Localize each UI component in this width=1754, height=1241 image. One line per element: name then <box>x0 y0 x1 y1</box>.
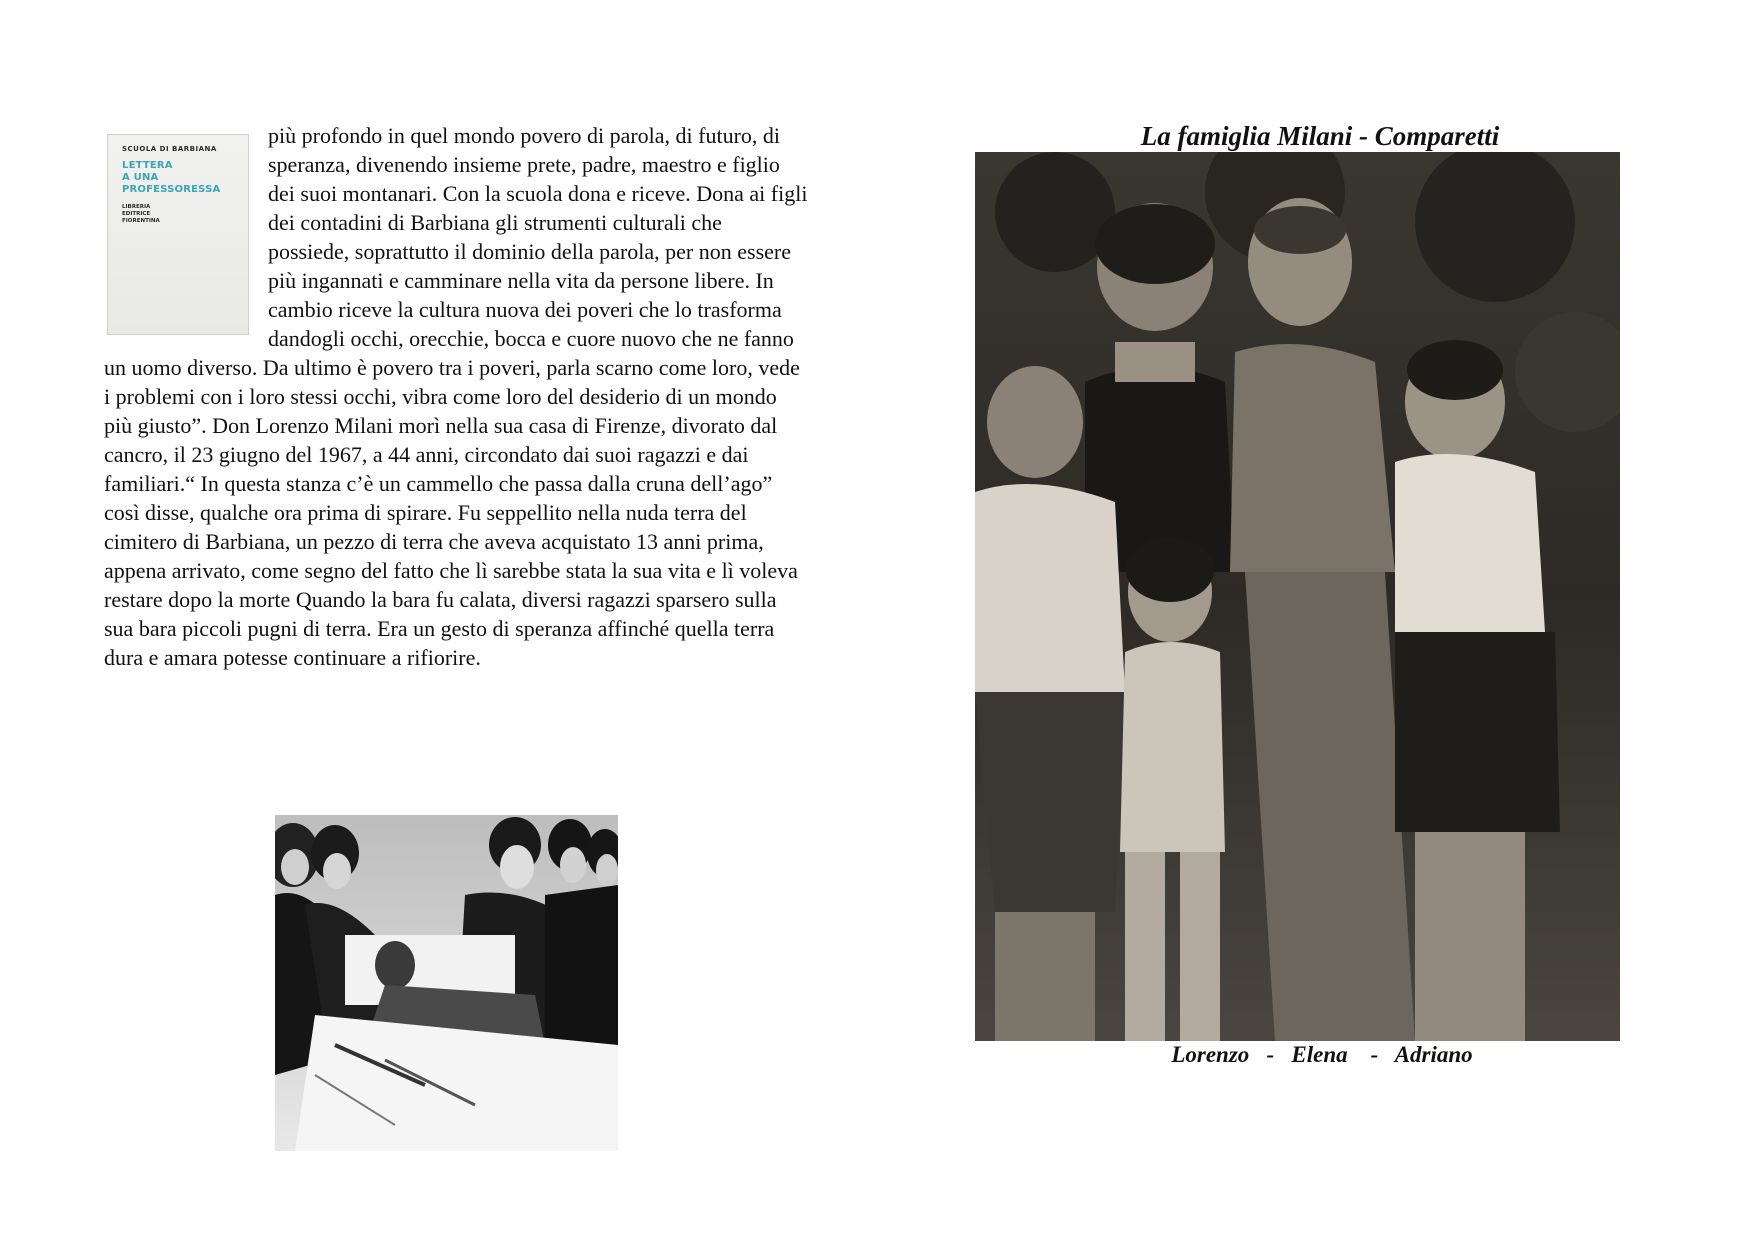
family-photo-title: La famiglia Milani - Comparetti <box>1140 121 1500 151</box>
family-photo-drawing <box>975 152 1620 1041</box>
family-photo <box>975 152 1620 1041</box>
family-photo-caption: Lorenzo - Elena - Adriano <box>1171 1042 1473 1067</box>
deathbed-photo <box>275 815 618 1151</box>
cover-editor-line2: EDITRICE <box>122 211 151 217</box>
cover-publisher: SCUOLA DI BARBIANA <box>122 145 217 153</box>
deathbed-photo-drawing <box>275 815 618 1151</box>
cover-title-line1: LETTERA <box>122 160 173 171</box>
cover-editor-line3: FIORENTINA <box>122 218 160 224</box>
cover-title-line2: A UNA PROFESSORESSA <box>122 172 221 195</box>
body-paragraph-text: più profondo in quel mondo povero di parola, di futuro, di speranza, divenendo insieme prete, padre, maestro e figlio dei suoi montanari. Con la scuola dona e riceve. Dona ai figli dei contadini di Barbiana gli strumenti culturali che possiede, soprattutto il dominio della parola, per non essere più ingannati e camminare nella vita da persone libere. In cambio riceve la cultura nuova dei poveri che lo trasforma dandogli occhi, orecchie, bocca e cuore nuovo che ne fanno un uomo diverso. Da ultimo è povero tra i poveri, parla scarno come loro, vede i problemi con i loro stessi occhi, vibra come loro del desiderio di un mondo più giusto”. Don Lorenzo Milani morì nella sua casa di Firenze, divorato dal cancro, il 23 giugno del 1967, a 44 anni, circondato dai suoi ragazzi e dai familiari.“ In questa stanza c’è un cammello che passa dalla cruna dell’ago” così disse, qualche ora prima di spirare. Fu seppellito nella nuda terra del cimitero di Barbiana, un pezzo di terra che aveva acquistato 13 anni prima, appena arrivato, come segno del fatto che lì sarebbe stata la sua vita e lì voleva restare dopo la morte Quando la bara fu calata, diversi ragazzi sparsero sulla sua bara piccoli pugni di terra. Era un gesto di speranza affinché quella terra dura e amara potesse continuare a rifiorire. <box>104 123 808 670</box>
body-paragraph <box>104 121 808 672</box>
cover-editor-line1: LIBRERIA <box>122 204 151 210</box>
cover-float-space <box>104 121 268 353</box>
